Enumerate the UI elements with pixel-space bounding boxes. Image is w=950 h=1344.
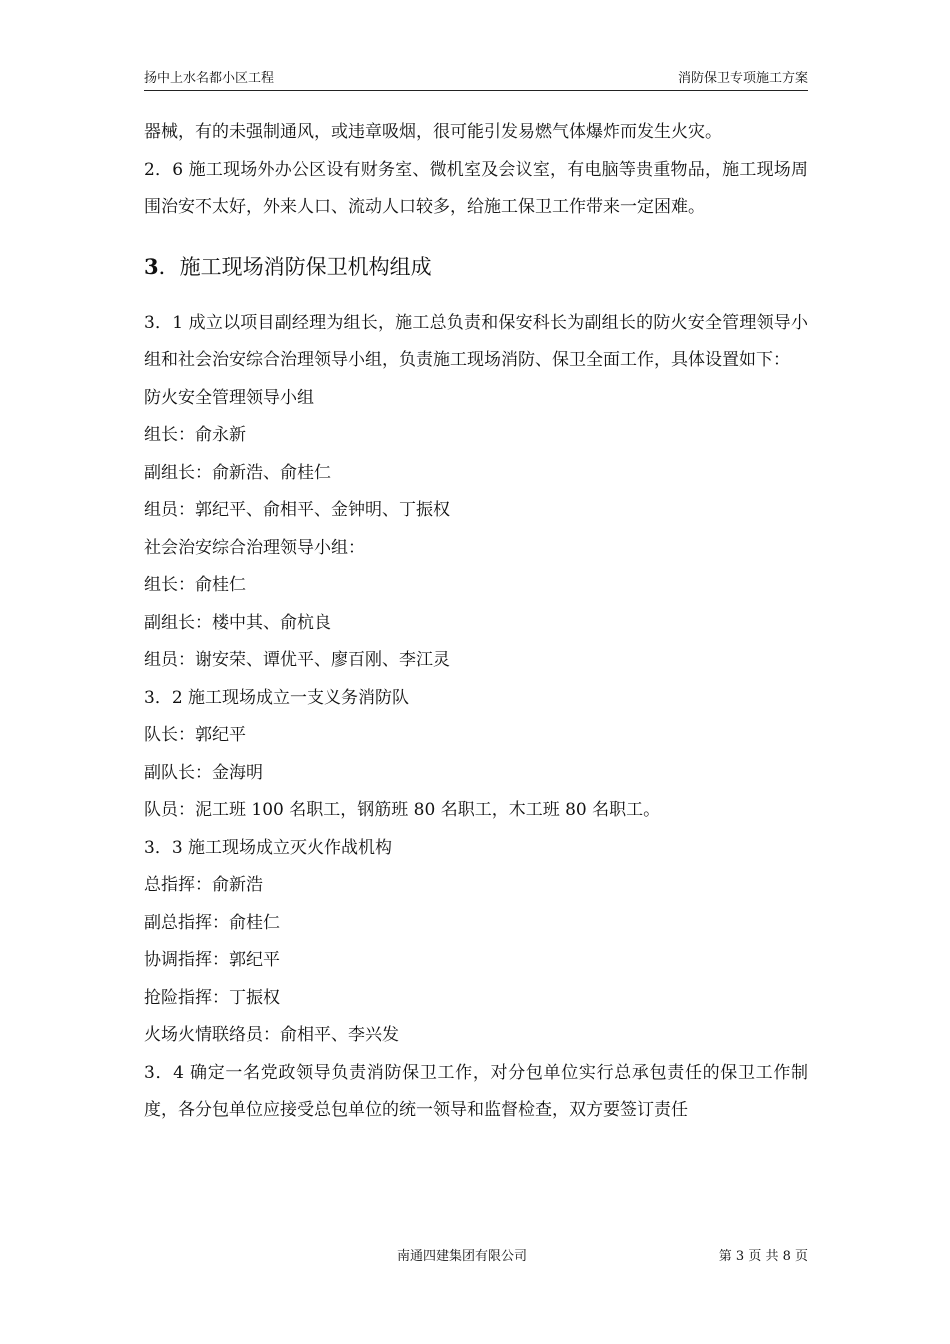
list-line: 社会治安综合治理领导小组： xyxy=(144,537,365,558)
list-line: 3．2 施工现场成立一支义务消防队 xyxy=(144,687,410,708)
header-project-name: 扬中上水名都小区工程 xyxy=(144,71,275,86)
section-3-number: 3 xyxy=(144,253,159,279)
list-line: 组员：郭纪平、俞相平、金钟明、丁振权 xyxy=(144,500,450,520)
list-line: 组长：俞永新 xyxy=(144,425,246,445)
list-line: 队长：郭纪平 xyxy=(144,725,246,745)
section-3-heading xyxy=(144,245,808,289)
footer-company-name: 南通四建集团有限公司 xyxy=(397,1249,528,1264)
list-line: 副队长：金海明 xyxy=(144,762,263,783)
list-line: 组员：谢安荣、谭优平、廖百刚、李江灵 xyxy=(144,650,450,670)
section-3-title: ．施工现场消防保卫机构组成 xyxy=(158,254,432,279)
list-line: 副组长：俞新浩、俞桂仁 xyxy=(144,462,331,483)
continued-paragraph: 器械，有的未强制通风，或违章吸烟，很可能引发易燃气体爆炸而发生火灾。 xyxy=(144,122,722,142)
list-line: 组长：俞桂仁 xyxy=(144,575,246,595)
list-line: 副组长：楼中其、俞杭良 xyxy=(144,612,331,633)
paragraph-3-1: 3．1 成立以项目副经理为组长，施工总负责和保安科长为副组长的防火安全管理领导小组和社会治安综合治理领导小组，负责施工现场消防、保卫全面工作，具体设置如下： xyxy=(144,312,808,370)
paragraph-3-4: 3．4 确定一名党政领导负责消防保卫工作，对分包单位实行总承包责任的保卫工作制度，各分包单位应接受总包单位的统一领导和监督检查，双方要签订责任 xyxy=(144,1062,808,1120)
list-line: 3．3 施工现场成立灭火作战机构 xyxy=(144,837,393,858)
list-line: 抢险指挥：丁振权 xyxy=(144,987,280,1008)
header-document-title: 消防保卫专项施工方案 xyxy=(677,71,808,86)
list-line: 总指挥：俞新浩 xyxy=(144,875,263,895)
list-line: 副总指挥：俞桂仁 xyxy=(144,912,280,933)
paragraph-2-6: 2．6 施工现场外办公区设有财务室、微机室及会议室，有电脑等贵重物品，施工现场周围治安不太好，外来人口、流动人口较多，给施工保卫工作带来一定困难。 xyxy=(144,159,808,217)
document-body xyxy=(144,114,808,1130)
page-header xyxy=(144,68,808,91)
list-line: 队员：泥工班 100 名职工，钢筋班 80 名职工，木工班 80 名职工。 xyxy=(144,800,661,820)
list-line: 火场火情联络员：俞相平、李兴发 xyxy=(144,1025,399,1045)
page-number: 第 3 页 共 8 页 xyxy=(718,1249,808,1264)
list-line: 协调指挥：郭纪平 xyxy=(144,950,280,970)
list-line: 防火安全管理领导小组 xyxy=(144,387,314,408)
